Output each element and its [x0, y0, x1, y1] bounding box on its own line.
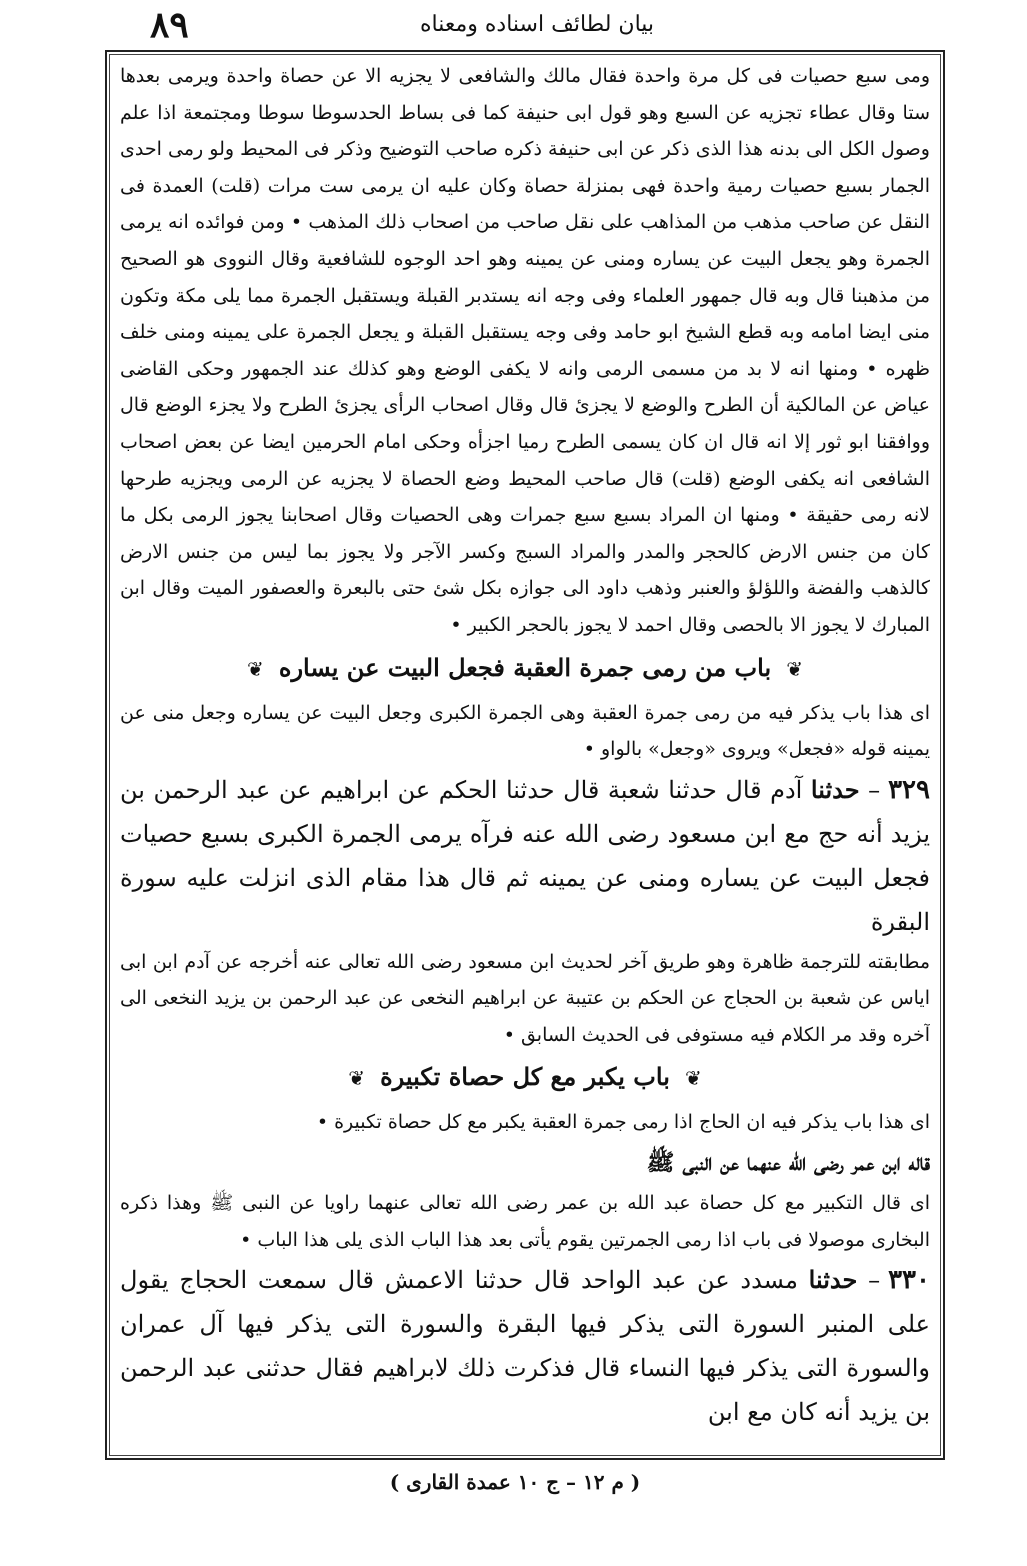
hadith-text: آدم قال حدثنا شعبة قال حدثنا الحكم عن ابراهيم عن عبد الرحمن بن يزيد أنه حج مع ابن مسعود رضى الله عنه فرآه يرمى الجمرة الكبرى بسبع حصيات فجعل البيت عن يساره ومنى عن يمينه ثم قال هذا مقام الذى انزلت عليه سورة البقرة: [120, 775, 930, 936]
page-header: [0, 4, 1027, 46]
haddathana-word: حدثنا: [808, 1265, 858, 1295]
bab-explanation-1: اى هذا باب يذكر فيه من رمى جمرة العقبة وهى الجمرة الكبرى وجعل البيت عن يساره وجعل منى عن يمينه قوله «فجعل» ويروى «وجعل» بالواو •: [120, 701, 930, 761]
bab-explanation-2: اى هذا باب يذكر فيه ان الحاج اذا رمى جمرة العقبة يكبر مع كل حصاة تكبيرة •: [316, 1111, 930, 1134]
hadith-text: مسدد عن عبد الواحد قال حدثنا الاعمش قال سمعت الحجاج يقول على المنبر السورة التى يذكر فيها البقرة والسورة التى يذكر فيها آل عمران والسورة التى يذكر فيها النساء قال فذكرت ذلك لابراهيم فقال حدثنى عبد الرحمن بن يزيد أنه كان مع ابن: [120, 1266, 930, 1427]
ornament-icon: ❦: [348, 1066, 366, 1091]
ornament-icon: ❦: [684, 1066, 702, 1091]
commentary-paragraph-1: ومى سبع حصيات فى كل مرة واحدة فقال مالك والشافعى لا يجزيه الا عن حصاة واحدة ويرمى بعدها ستا وقال عطاء تجزيه عن السبع وهو قول ابى حنيفة كما فى بساط الحدسوطا سوطا ومجتمعة اذا علم وصول الكل الى بدنه هذا الذى ذكر عن ابى حنيفة ذكره صاحب التوضيح وذكر فى المحيط ولو رمى احدى الجمار بسبع حصيات رمية واحدة فهى بمنزلة حصاة وكان عليه ان يرمى ست مرات (قلت) العمدة فى النقل عن صاحب مذهب من المذاهب على نقل صاحب من اصحاب ذلك المذهب • ومن فوائده انه يرمى الجمرة وهو يجعل البيت عن يساره ومنى عن يمينه وهو احد الوجوه للشافعية وقال النووى هو الصحيح من مذهبنا قال وبه قال جمهور العلماء وفى وجه انه يستدبر القبلة ويستقبل الجمرة مما يلى مكة وتكون منى ايضا امامه وبه قطع الشيخ ابو حامد وفى وجه يستقبل القبلة و يجعل الجمرة على يمينه ومنى خلف ظهره • ومنها انه لا بد من مسمى الرمى وانه لا يكفى الوضع وهو كذلك عند الجمهور وحكى القاضى عياض عن المالكية أن الطرح والوضع لا يجزئ قال وقال اصحاب الرأى يجزئ الطرح ولا يجزء الوضع قال ووافقنا ابو ثور إلا انه قال ان كان يسمى الطرح رميا اجزأه وحكى امام الحرمين ايضا عن بعض اصحاب الشافعى انه يكفى الوضع (قلت) قال صاحب المحيط وضع الحصاة لا يجزيه عن الرمى ويجزيه طرحها لانه رمى حقيقة • ومنها ان المراد بسبع سبع جمرات وهى الحصيات وقال اصحابنا يجوز الرمى بكل ما كان من جنس الارض كالحجر والمدر والمراد السبج وكسر الآجر ولا يجوز بما ليس من جنس الارض كالذهب والفضة واللؤلؤ والعنبر وذهب داود الى جوازه بكل شئ حتى بالبعرة والعصفور الميت وقال ابن المبارك لا يجوز الا بالحصى وقال احمد لا يجوز بالحجر الكبير •: [120, 65, 930, 636]
page-content: [120, 58, 930, 1450]
hadith-329-commentary: مطابقته للترجمة ظاهرة وهو طريق آخر لحديث ابن مسعود رضى الله تعالى عنه أخرجه عن آدم ابن ابى اياس عن شعبة بن الحجاج عن الحكم بن عتيبة عن ابراهيم النخعى عن عبد الرحمن بن يزيد النخعى الى آخره وقد مر الكلام فيه مستوفى فى الحديث السابق •: [120, 950, 930, 1046]
ibn-umar-quote: قاله ابن عمر رضى الله عنهما عن النبى ﷺ: [646, 1149, 930, 1177]
bab-title-1: باب من رمى جمرة العقبة فجعل البيت عن يساره: [278, 652, 772, 682]
quote-explanation: اى قال التكبير مع كل حصاة عبد الله بن عمر رضى الله تعالى عنهما راويا عن النبى ﷺ وهذا ذكره البخارى موصولا فى باب اذا رمى الجمرتين يقوم يأتى بعد هذا الباب الذى يلى هذا الباب •: [120, 1192, 930, 1251]
ornament-icon: ❦: [786, 656, 803, 681]
ornament-icon: ❦: [247, 656, 264, 681]
hadith-329: ٣٢٩– حدثنا آدم قال حدثنا شعبة قال حدثنا الحكم عن ابراهيم عن عبد الرحمن بن يزيد أنه حج مع ابن مسعود رضى الله عنه فرآه يرمى الجمرة الكبرى بسبع حصيات فجعل البيت عن يساره ومنى عن يمينه ثم قال هذا مقام الذى انزلت عليه سورة البقرة: [120, 774, 930, 936]
page-footer: ( م ١٢ – ج ١٠ عمدة القارى ): [389, 1470, 641, 1494]
bab-title-2: باب يكبر مع كل حصاة تكبيرة: [380, 1062, 670, 1092]
haddathana-word: حدثنا: [810, 774, 860, 804]
bab-heading-2: [120, 1055, 930, 1102]
page-number: ٨٩: [150, 4, 189, 46]
bab-heading-1: [120, 646, 930, 693]
hadith-330: ٣٣٠– حدثنا مسدد عن عبد الواحد قال حدثنا الاعمش قال سمعت الحجاج يقول على المنبر السورة التى يذكر فيها البقرة والسورة التى يذكر فيها آل عمران والسورة التى يذكر فيها النساء قال فذكرت ذلك لابراهيم فقال حدثنى عبد الرحمن بن يزيد أنه كان مع ابن: [120, 1265, 930, 1427]
hadith-number: ٣٣٠: [888, 1265, 930, 1296]
hadith-number: ٣٢٩: [888, 774, 930, 805]
running-title: بيان لطائف اسناده ومعناه: [420, 12, 655, 37]
